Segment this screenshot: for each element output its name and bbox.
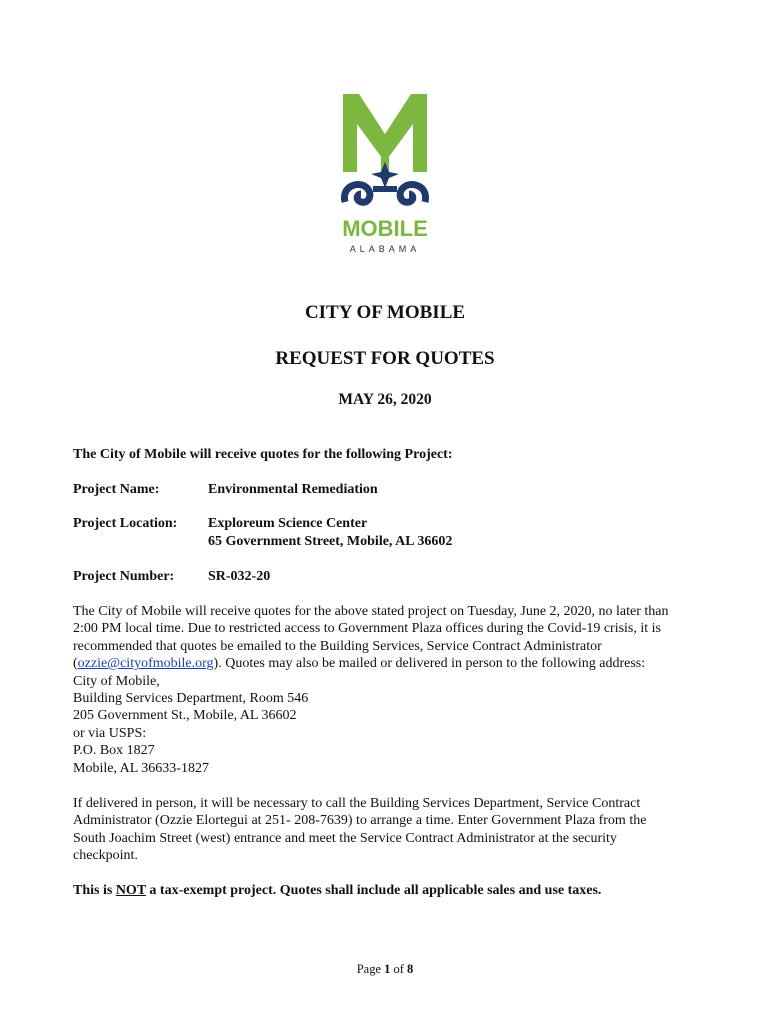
paragraph-line: Administrator (Ozzie Elortegui at 251- 208-7639) to arrange a time. Enter Government Plaza from the (73, 813, 647, 829)
tax-note-emphasis: NOT (115, 883, 146, 898)
tax-note (73, 883, 601, 899)
paragraph-line: checkpoint. (73, 848, 138, 864)
document-title: REQUEST FOR QUOTES (275, 348, 495, 369)
delivery-paragraph (73, 795, 703, 865)
address-line: City of Mobile, (73, 673, 160, 689)
intro-line: The City of Mobile will receive quotes for the following Project: (73, 447, 453, 462)
project-number-value: SR-032-20 (208, 569, 271, 584)
city-logo (337, 90, 433, 256)
address-line: Mobile, AL 36633-1827 (73, 760, 209, 776)
tax-note-pre: This is (73, 883, 116, 898)
page-number: 1 (384, 962, 391, 976)
address-line: P.O. Box 1827 (73, 743, 155, 759)
city-title: CITY OF MOBILE (304, 302, 466, 323)
address-line: or via USPS: (73, 725, 147, 741)
address-line: 205 Government St., Mobile, AL 36602 (73, 708, 297, 724)
paragraph-line: If delivered in person, it will be necessary to call the Building Services Department, Service Contract (73, 796, 641, 811)
project-name-label: Project Name: (73, 482, 160, 497)
paragraph-line: recommended that quotes be emailed to the Building Services, Service Contract Administrator (73, 638, 602, 654)
address-line: Building Services Department, Room 546 (73, 691, 309, 707)
project-number-label: Project Number: (73, 569, 175, 584)
project-location-label: Project Location: (73, 516, 178, 531)
logo-word: MOBILE (342, 216, 428, 241)
paragraph-text: ). Quotes may also be mailed or delivered in person to the following address: (213, 656, 646, 672)
paragraph-line: 2:00 PM local time. Due to restricted access to Government Plaza offices during the Covid-19 crisis, it is (73, 621, 661, 637)
email-link[interactable]: ozzie@cityofmobile.org (77, 656, 214, 672)
project-location-line2: 65 Government Street, Mobile, AL 36602 (208, 534, 453, 549)
paragraph-line (73, 655, 703, 672)
paragraph-line: The City of Mobile will receive quotes for the above stated project on Tuesday, June 2, 2020, no later than (73, 604, 669, 619)
project-location-line1: Exploreum Science Center (208, 516, 368, 531)
submission-paragraph (73, 603, 703, 777)
tax-note-post: a tax-exempt project. Quotes shall include all applicable sales and use taxes. (145, 883, 602, 898)
page-footer (0, 962, 770, 977)
project-name-value: Environmental Remediation (208, 482, 378, 497)
mobile-logo-graphic (337, 90, 433, 256)
document-date: MAY 26, 2020 (338, 391, 432, 408)
logo-subword: ALABAMA (349, 244, 421, 254)
page-total: 8 (407, 962, 414, 976)
paragraph-line: South Joachim Street (west) entrance and meet the Service Contract Administrator at the security (73, 830, 617, 846)
of-word: of (390, 962, 408, 976)
paren-open: ( (73, 656, 78, 672)
page-word: Page (356, 962, 385, 976)
